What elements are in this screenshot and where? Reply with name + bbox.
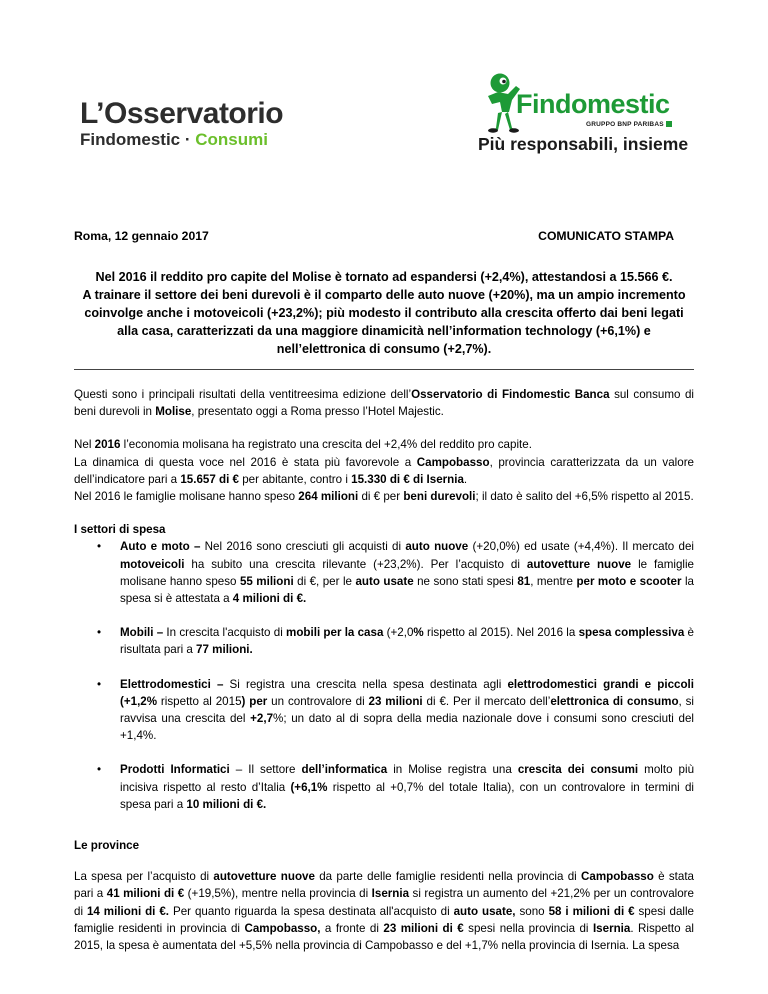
bold-span: crescita dei consumi — [517, 763, 639, 777]
bnp-paribas-group-label — [586, 121, 672, 128]
bold-span: Prodotti Informatici — [120, 763, 230, 777]
dateline: Roma, 12 gennaio 2017 — [74, 229, 209, 243]
bold-span: 23 milioni di € — [383, 921, 464, 935]
bullet-icon: • — [97, 763, 102, 777]
text-span: Per quanto riguarda la spesa destinata all'acquisto di — [169, 904, 454, 918]
text-span: Nel — [74, 438, 95, 452]
bold-span: Auto e moto – — [120, 540, 201, 554]
bullet-icon: • — [97, 677, 102, 691]
text-span: , provincia caratterizzata da un valore dell’indicatore pari a — [74, 455, 695, 486]
bullet-icon: • — [97, 540, 102, 554]
text-span: Questi sono i principali risultati della ventitreesima edizione dell’ — [74, 388, 412, 401]
text-span: molto più incisiva rispetto al resto d’Italia — [120, 763, 695, 794]
text-span: rispetto al 2015). Nel 2016 la — [423, 626, 579, 640]
bold-span: 15.657 di € — [180, 472, 239, 486]
text-span: ne sono stati spesi — [413, 574, 518, 588]
headline — [74, 268, 694, 358]
bnp-paribas-group-text: GRUPPO BNP PARIBAS — [586, 121, 664, 128]
text-span: In crescita l'acquisto di — [163, 626, 287, 640]
text-span: (+19,5%), mentre nella provincia di — [184, 887, 372, 901]
bold-span: per moto e scooter — [576, 574, 682, 588]
text-span: si registra un aumento del +21,2% per un controvalore di — [74, 887, 694, 918]
list-item-mobili — [74, 624, 694, 658]
bold-span: auto usate — [355, 574, 414, 588]
press-release-label: COMUNICATO STAMPA — [538, 229, 674, 243]
bold-span: +2,7 — [250, 712, 274, 726]
bold-span: 10 milioni di €. — [186, 797, 267, 811]
bold-span: Campobasso, — [244, 921, 321, 935]
bold-span: Isernia — [371, 887, 410, 901]
list-item-elettrodomestici — [74, 676, 694, 745]
bullet-icon: • — [97, 626, 102, 640]
bold-span: 55 milioni — [239, 574, 294, 588]
text-span: ; il dato è salito del +6,5% rispetto al 2015. — [475, 490, 694, 504]
text-span: spesi dalle famiglie residenti in provincia di — [74, 904, 695, 935]
province-heading — [74, 837, 694, 854]
text-span: rispetto al 2015 — [157, 694, 242, 708]
bold-span: Mobili – — [120, 626, 164, 640]
bold-span: % — [413, 626, 424, 640]
bold-span: Isernia — [592, 921, 631, 935]
text-span: di € per — [358, 490, 404, 504]
text-span: è stata pari a — [74, 870, 694, 901]
text-span: , presentato oggi a Roma presso l’Hotel Majestic. — [191, 405, 444, 419]
text-span: spesi nella provincia di — [463, 921, 593, 935]
text-span: – Il settore — [229, 763, 302, 777]
text-span: sono — [515, 904, 549, 918]
text-span: da parte delle famiglie residenti nella provincia di — [314, 870, 582, 884]
bold-span: Campobasso — [581, 870, 654, 884]
text-span: , si ravvisa una crescita del — [120, 694, 694, 726]
bold-span: 14 milioni di €. — [86, 904, 170, 918]
bold-span: 264 milioni — [298, 490, 359, 504]
text-span: %; un dato al di sopra della media nazionale dove i consumi sono cresciuti del +1,4%. — [120, 712, 694, 743]
bold-span: 58 i milioni di € — [548, 904, 635, 918]
bold-span: 81 — [517, 574, 531, 588]
text-span: (+2,0 — [383, 626, 414, 640]
list-item-informatici — [74, 761, 694, 813]
text-span: per abitante, contro i — [239, 472, 352, 486]
text-span: . Rispetto al 2015, la spesa è aumentata del +5,5% nella provincia di Campobasso e del +1,7% nella provincia di Isernia. La spesa — [74, 921, 695, 953]
bold-span: Campobasso — [416, 455, 490, 469]
bold-span: 2016 — [94, 438, 121, 452]
bold-span: elettrodomestici grandi e piccoli (+1,2% — [120, 677, 694, 708]
headline-line: nell’elettronica di consumo (+2,7%). — [276, 342, 492, 356]
headline-line: alla casa, caratterizzati da una maggiore dinamicità nell’information technology (+6,1%) e — [117, 324, 651, 338]
text-span: La spesa per l’acquisto di — [74, 870, 214, 884]
bold-span: autovetture nuove — [526, 557, 632, 571]
text-span: Nel 2016 sono cresciuti gli acquisti di — [200, 540, 406, 554]
osservatorio-logo-sub-a: Findomestic · — [80, 130, 196, 149]
bold-span: 15.330 di € di Isernia — [351, 472, 464, 486]
section-heading: Le province — [74, 839, 140, 853]
osservatorio-logo-title: L’Osservatorio — [80, 97, 284, 130]
list-item-auto — [74, 538, 694, 607]
findomestic-tagline: Più responsabili, insieme — [478, 134, 689, 154]
bold-span: motoveicoli — [120, 557, 185, 571]
text-span: le famiglie molisane hanno speso — [120, 557, 695, 588]
text-span: Si registra una crescita nella spesa destinata agli — [223, 677, 508, 691]
findomestic-wordmark: Findomestic — [516, 89, 670, 119]
text-span: in Molise registra una — [387, 763, 518, 777]
osservatorio-logo-sub-b: Consumi — [195, 130, 268, 149]
text-span: (+20,0%) ed usate (+4,4%). Il mercato dei — [468, 540, 694, 554]
sectors-heading — [74, 521, 694, 538]
bold-span: spesa complessiva — [578, 626, 685, 640]
sectors-list — [74, 538, 694, 813]
section-heading: I settori di spesa — [74, 523, 166, 537]
horizontal-rule — [74, 369, 694, 370]
osservatorio-logo-subtitle — [80, 130, 283, 150]
text-span: l’economia molisana ha registrato una crescita del +2,4% del reddito pro capite. — [120, 438, 532, 452]
text-span: La dinamica di questa voce nel 2016 è stata più favorevole a — [74, 455, 417, 469]
text-span: rispetto al +0,7% del totale Italia), con un controvalore in termini di spesa pari a — [120, 780, 694, 811]
text-span: un controvalore di — [267, 694, 369, 708]
bold-span: autovetture nuove — [213, 870, 315, 884]
intro-paragraph — [74, 386, 694, 420]
text-span: , mentre — [530, 574, 577, 588]
osservatorio-logo — [80, 98, 283, 150]
bold-span: elettronica di consumo — [550, 694, 679, 708]
headline-line: coinvolge anche i motoveicoli (+23,2%); più modesto il contributo alla crescita offerto dai beni legati — [84, 306, 684, 320]
text-span: la spesa si è attestata a — [120, 574, 694, 606]
bold-span: (+6,1% — [290, 780, 328, 794]
bold-span: 77 milioni. — [196, 643, 253, 657]
bold-span: 23 milioni — [368, 694, 423, 708]
text-span: sul consumo di beni durevoli in — [74, 388, 694, 419]
bold-span: 41 milioni di € — [106, 887, 185, 901]
bold-span: dell’informatica — [301, 763, 388, 777]
bold-span: auto nuove — [405, 540, 469, 554]
bold-span: Molise — [155, 405, 192, 419]
bold-span: Elettrodomestici – — [120, 677, 224, 691]
article-body — [74, 380, 694, 954]
bold-span: Osservatorio di Findomestic Banca — [411, 388, 610, 401]
text-span: di €. Per il mercato dell’ — [422, 694, 551, 708]
text-span: ha subito una crescita rilevante (+23,2%). Per l’acquisto di — [184, 557, 527, 571]
findomestic-logo — [478, 72, 700, 162]
bnp-star-icon — [666, 121, 672, 127]
headline-line: Nel 2016 il reddito pro capite del Molise è tornato ad espandersi (+2,4%), attestandosi a 15.566 €. — [95, 270, 673, 284]
bold-span: ) per — [241, 694, 268, 708]
economy-paragraph — [74, 436, 694, 505]
text-span: di €, per le — [293, 574, 356, 588]
text-span: . — [463, 472, 468, 486]
province-paragraph — [74, 868, 694, 954]
text-span: a fronte di — [320, 921, 384, 935]
text-span: è risultata pari a — [120, 626, 694, 657]
headline-line: A trainare il settore dei beni durevoli è il comparto delle auto nuove (+20%), ma un ampio incremento — [82, 288, 686, 302]
bold-span: auto usate, — [453, 904, 516, 918]
bold-span: mobili per la casa — [286, 626, 384, 640]
text-span: Nel 2016 le famiglie molisane hanno speso — [74, 490, 299, 504]
bold-span: beni durevoli — [403, 490, 476, 504]
bold-span: 4 milioni di €. — [232, 592, 307, 606]
